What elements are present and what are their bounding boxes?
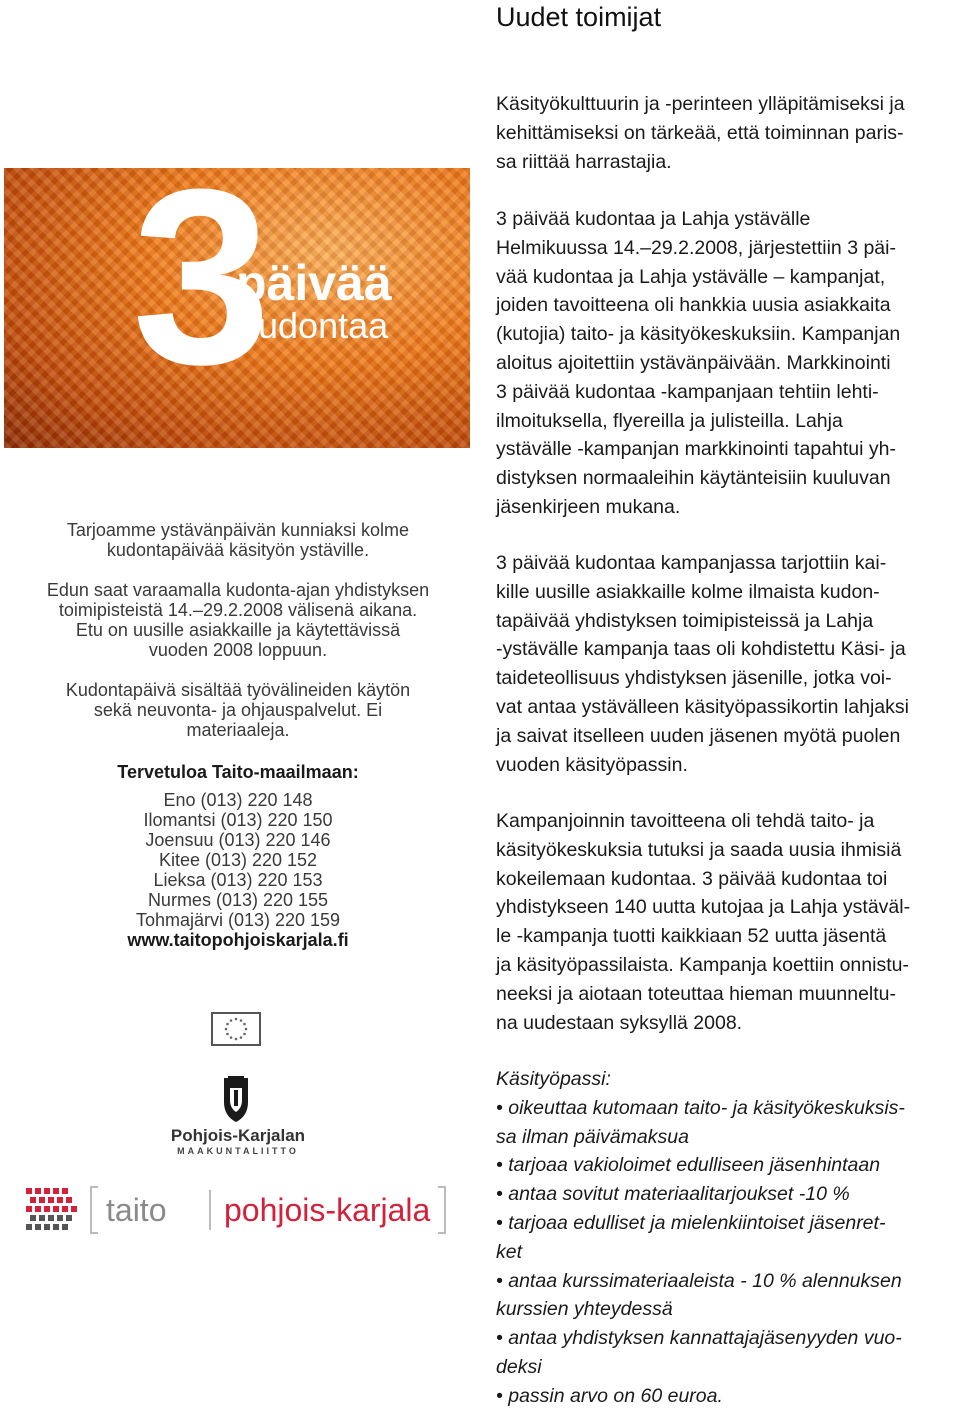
- contact-item: Tohmajärvi (013) 220 159: [135, 910, 341, 930]
- taito-bracket-right: [438, 1186, 446, 1234]
- poster-welcome-heading: Tervetuloa Taito-maailmaan:: [117, 762, 359, 782]
- list-item: • antaa sovitut materiaalitarjoukset -10 %: [496, 1183, 850, 1206]
- poster-contact-list: [0, 790, 476, 950]
- taito-region: pohjois-karjala: [224, 1192, 431, 1228]
- eu-flag-icon: [211, 1012, 261, 1046]
- campaign-paragraph: 3 päivää kudontaa ja Lahja ystävälle Helmikuussa 14.–29.2.2008, järjestettiin 3 päi- vää kudontaa ja Lahja ystävälle – kampanjat, joiden tavoitteena oli hankkia uusia asiakkaita (kutojia) taito- ja käsityökeskuksiin. Kampanjan aloitus ajoitettiin ystävänpäivään. Markkinointi 3 päivää kudontaa -kampanjaan tehtiin lehti- ilmoituksella, flyereilla ja julisteilla. Lahja ystävälle -kampanjan markkinointi tapahtui yh- distyksen normaaleihin käytänteisiin kuuluvan jäsenkirjeen mukana.: [496, 208, 901, 518]
- list-item: deksi: [496, 1355, 542, 1378]
- page-title: Uudet toimijat: [496, 2, 662, 32]
- list-item: ket: [496, 1240, 523, 1263]
- poster-website: www.taitopohjoiskarjala.fi: [127, 930, 349, 950]
- taito-bracket-left: [90, 1186, 98, 1234]
- contact-item: Eno (013) 220 148: [163, 790, 313, 810]
- taito-dots-icon: [26, 1188, 80, 1236]
- contact-item: Lieksa (013) 220 153: [153, 870, 323, 890]
- passi-heading: Käsityöpassi:: [496, 1068, 611, 1090]
- taito-word: taito: [106, 1192, 167, 1228]
- intro-paragraph: Käsityökulttuurin ja -perinteen ylläpitämiseksi ja kehittämiseksi on tärkeää, että toiminnan paris- sa riittää harrastajia.: [496, 93, 905, 173]
- list-item: • tarjoaa edulliset ja mielenkiintoiset jäsenret-: [496, 1211, 886, 1234]
- poster-includes-text: Kudontapäivä sisältää työvälineiden käytön sekä neuvonta- ja ohjauspalvelut. Ei materiaaleja.: [65, 680, 411, 740]
- poster-booking-text: Edun saat varaamalla kudonta-ajan yhdistyksen toimipisteistä 14.–29.2.2008 välisenä aikana. Etu on uusille asiakkaille ja käytettävissä vuoden 2008 loppuun.: [46, 580, 430, 660]
- contact-item: Ilomantsi (013) 220 150: [143, 810, 333, 830]
- results-paragraph: Kampanjoinnin tavoitteena oli tehdä taito- ja käsityökeskuksia tutuksi ja saada uusia ihmisiä kokeilemaan kudontaa. 3 päivää kudontaa toi yhdistykseen 140 uutta kutojaa ja Lahja ystäväl- le -kampanja tuotti kaikkiaan 52 uutta jäsentä ja käsityöpassilaista. Kampanja koettiin onnistu- neeksi ja aiotaan toteuttaa hieman muunneltu- na uudestaan syksyllä 2008.: [496, 810, 911, 1034]
- list-item: kurssien yhteydessä: [496, 1298, 673, 1321]
- list-item: • passin arvo on 60 euroa.: [496, 1384, 723, 1407]
- taito-separator: [209, 1190, 211, 1230]
- passi-list: [496, 1065, 958, 1411]
- contact-item: Nurmes (013) 220 155: [147, 890, 329, 910]
- offer-paragraph: 3 päivää kudontaa kampanjassa tarjottiin kai- kille uusille asiakkaille kolme ilmaista kudon- tapäivää yhdistyksen toimipisteissä ja Lahja -ystävälle kampanja taas oli kohdistettu Käsi- ja taideteollisuus yhdistyksen jäsenille, jotka voi- vat antaa ystävälleen käsityöpassikortin lahjaksi ja saivat itselleen uuden jäsenen myötä puolen vuoden käsityöpassin.: [496, 552, 909, 776]
- list-item: • tarjoaa vakioloimet edulliseen jäsenhintaan: [496, 1154, 881, 1177]
- list-item: • antaa kurssimateriaaleista - 10 % alennuksen: [496, 1269, 902, 1292]
- poster-word-kudontaa: kudontaa: [240, 305, 389, 346]
- taito-logo: [26, 1184, 450, 1240]
- poster-big-number: 3: [132, 168, 266, 416]
- list-item: • oikeuttaa kutomaan taito- ja käsityökeskuksis-: [496, 1096, 905, 1119]
- contact-item: Joensuu (013) 220 146: [145, 830, 331, 850]
- poster-word-paivaa: päivää: [236, 255, 392, 311]
- pk-logo-sub: MAAKUNTALIITTO: [177, 1146, 299, 1156]
- list-item: • antaa yhdistyksen kannattajajäsenyyden vuo-: [496, 1327, 902, 1350]
- poster-offer-text: Tarjoamme ystävänpäivän kunniaksi kolme kudontapäivää käsityön ystäville.: [66, 520, 410, 560]
- coat-of-arms-icon: [216, 1076, 256, 1124]
- poster-photo: [4, 168, 470, 448]
- contact-item: Kitee (013) 220 152: [158, 850, 318, 870]
- list-item: sa ilman päivämaksua: [496, 1125, 689, 1148]
- pk-logo-name: Pohjois-Karjalan: [170, 1126, 306, 1145]
